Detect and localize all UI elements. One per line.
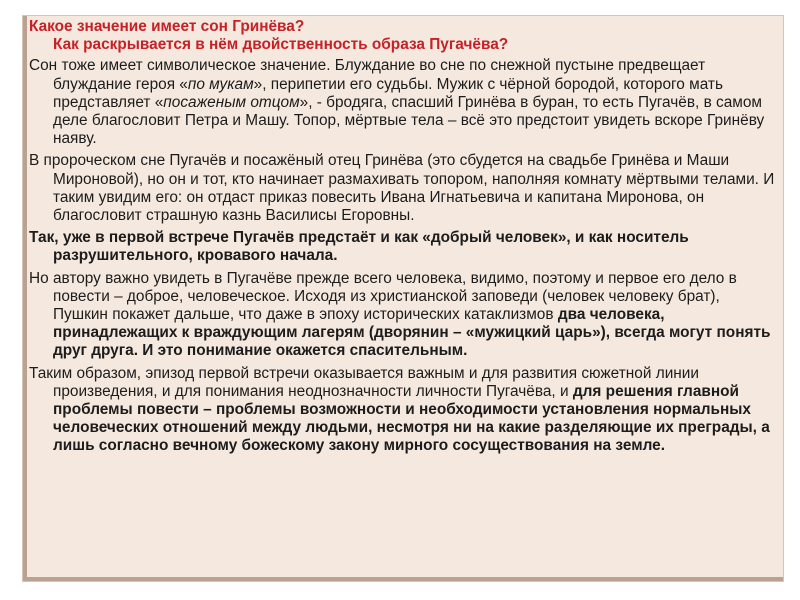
p5-text: Таким образом, эпизод первой встречи оказывается важным и для развития сюжетной линии произведения, и для понимания неоднозначности личности Пугачёва, и xyxy=(29,364,699,400)
slide-title xyxy=(29,18,777,54)
p4-bold: два человека, принадлежащих к враждующим лагерям (дворянин – «мужицкий царь»), всегда могут понять друг друга. И это понимание окажется спасительным. xyxy=(53,306,771,360)
title-line-2: Как раскрывается в нём двойственность образа Пугачёва? xyxy=(53,36,509,54)
paragraph-conclusion xyxy=(29,365,777,456)
paragraph-author-view xyxy=(29,270,777,361)
p1-text-2: », перипетии его судьбы. Мужик с чёрной бородой, которого мать представляет « xyxy=(53,75,723,111)
title-line-1: Какое значение имеет сон Гринёва? xyxy=(29,18,305,35)
slide-bottom-border xyxy=(23,577,783,581)
slide xyxy=(22,15,784,582)
p1-italic-1: по мукам xyxy=(187,75,254,93)
paragraph-first-meeting xyxy=(29,229,777,265)
p4-text: Но автору важно увидеть в Пугачёве прежде всего человека, видимо, поэтому и первое его дело в повести – доброе, человеческое. Исходя из христианской заповеди (человек человеку брат), Пушкин покажет дальше, что даже в эпоху исторических катаклизмов xyxy=(29,269,737,324)
paragraph-dream-symbolism xyxy=(29,57,777,148)
slide-left-border xyxy=(23,16,27,581)
p1-text-3: », - бродяга, спасший Гринёва в буран, то есть Пугачёв, в самом деле благословит Петра и Машу. Топор, мёртвые тела – всё это предстоит увидеть вскоре Гринёву наяву. xyxy=(53,93,765,148)
paragraph-prophetic-dream: В пророческом сне Пугачёв и посажёный отец Гринёва (это сбудется на свадьбе Гринёва и Маши Мироновой), но он и тот, кто начинает размахивать топором, наполняя комнату мёртвыми телами. И таким увидим его: он отдаст приказ повесить Ивана Игнатьевича и капитана Миронова, он благословит страшную казнь Василисы Егоровны. xyxy=(29,152,775,225)
p1-text-1: Сон тоже имеет символическое значение. Блуждание во сне по снежной пустыне предвещает блуждание героя « xyxy=(29,57,706,93)
slide-content xyxy=(29,18,777,460)
p1-italic-2: посаженым отцом xyxy=(163,93,300,111)
p3-bold: Так, уже в первой встрече Пугачёв предстаёт и как «добрый человек», и как носитель разрушительного, кровавого начала. xyxy=(29,229,689,265)
p5-bold: для решения главной проблемы повести – проблемы возможности и необходимости установления нормальных человеческих отношений между людьми, несмотря ни на какие разделяющие их преграды, а лишь согласно вечному божескому закону мирного сосуществования на земле. xyxy=(53,382,770,455)
